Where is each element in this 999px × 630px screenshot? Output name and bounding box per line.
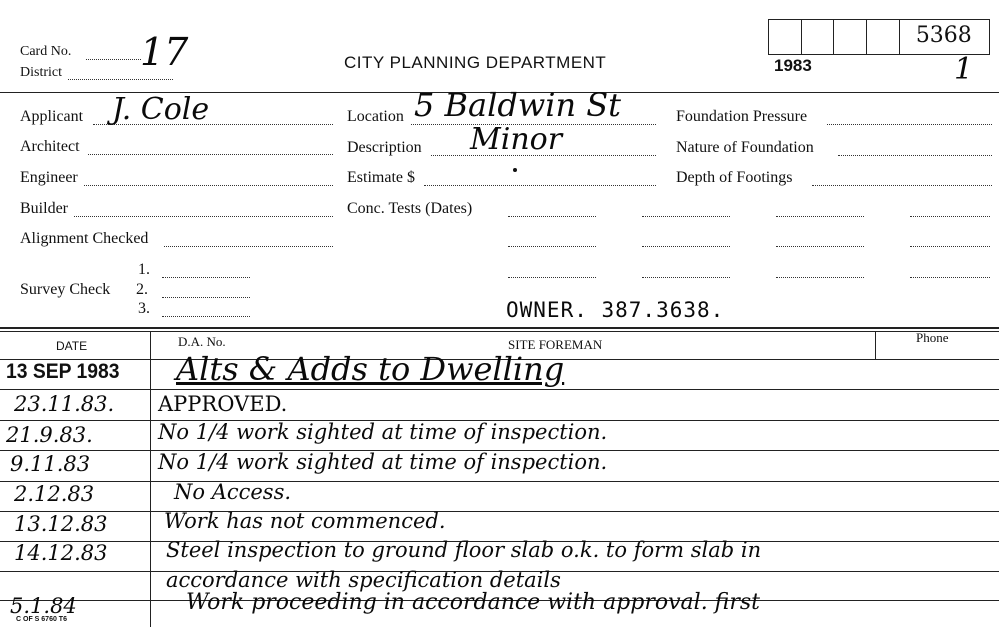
survey-item-3: 3.	[138, 300, 150, 317]
survey-item-1: 1.	[138, 261, 150, 278]
entry-text: No 1/4 work sighted at time of inspection.	[158, 420, 608, 444]
da-header: D.A. No.	[178, 334, 226, 349]
entry-date: 13.12.83	[14, 512, 108, 536]
entry-text: Work proceeding in accordance with approval. first	[186, 590, 760, 615]
card-no-value: 17	[140, 30, 189, 74]
district-label: District	[20, 65, 62, 80]
year-suffix: 1	[954, 52, 974, 87]
survey-label: Survey Check	[20, 281, 111, 298]
entry-text: Alts & Adds to Dwelling	[176, 350, 565, 388]
card-number-boxes	[768, 19, 990, 55]
nature-foundation-label: Nature of Foundation	[676, 139, 814, 156]
entry-text: No 1/4 work sighted at time of inspection.	[158, 450, 608, 474]
entry-date: 2.12.83	[14, 482, 95, 506]
entry-text: APPROVED.	[158, 392, 288, 416]
card-number: 5368	[915, 23, 972, 48]
conc-tests-label: Conc. Tests (Dates)	[347, 200, 473, 217]
entry-text: accordance with specification details	[166, 568, 561, 592]
entry-date: 14.12.83	[14, 541, 108, 565]
engineer-label: Engineer	[20, 169, 78, 186]
applicant-value: J. Cole	[112, 92, 210, 127]
builder-label: Builder	[20, 200, 68, 217]
entry-text: No Access.	[174, 480, 292, 504]
log-top-rule	[0, 327, 999, 329]
entry-text: Steel inspection to ground floor slab o.k. to form slab in	[166, 538, 762, 562]
estimate-label: Estimate $	[347, 169, 415, 186]
applicant-label: Applicant	[20, 108, 84, 125]
location-value: 5 Baldwin St	[414, 86, 622, 124]
phone-header: Phone	[916, 330, 949, 345]
phone-column-rule	[875, 331, 876, 360]
entry-text: Work has not commenced.	[164, 509, 446, 533]
year: 1983	[774, 56, 812, 75]
entry-date: 23.11.83.	[14, 392, 115, 416]
form-code: C OF S 6760 T6	[16, 616, 67, 623]
survey-item-2: 2.	[136, 281, 148, 298]
architect-label: Architect	[20, 138, 80, 155]
foreman-header: SITE FOREMAN	[508, 337, 603, 352]
entry-date: 5.1.84	[10, 594, 77, 618]
card-no-label: Card No.	[20, 44, 72, 59]
description-label: Description	[347, 139, 422, 156]
depth-footings-label: Depth of Footings	[676, 169, 793, 186]
owner-note: OWNER. 387.3638.	[506, 298, 725, 322]
date-header: DATE	[56, 339, 88, 353]
alignment-label: Alignment Checked	[20, 230, 149, 247]
ink-dot	[513, 168, 517, 172]
entry-date: 9.11.83	[10, 452, 91, 476]
entry-date-stamp: 13 SEP 1983	[6, 360, 120, 383]
date-column-rule	[150, 331, 151, 627]
department-title: CITY PLANNING DEPARTMENT	[344, 53, 607, 72]
location-label: Location	[347, 108, 404, 125]
description-value: Minor	[470, 122, 563, 157]
entry-date: 21.9.83.	[6, 423, 93, 447]
foundation-pressure-label: Foundation Pressure	[676, 108, 808, 125]
